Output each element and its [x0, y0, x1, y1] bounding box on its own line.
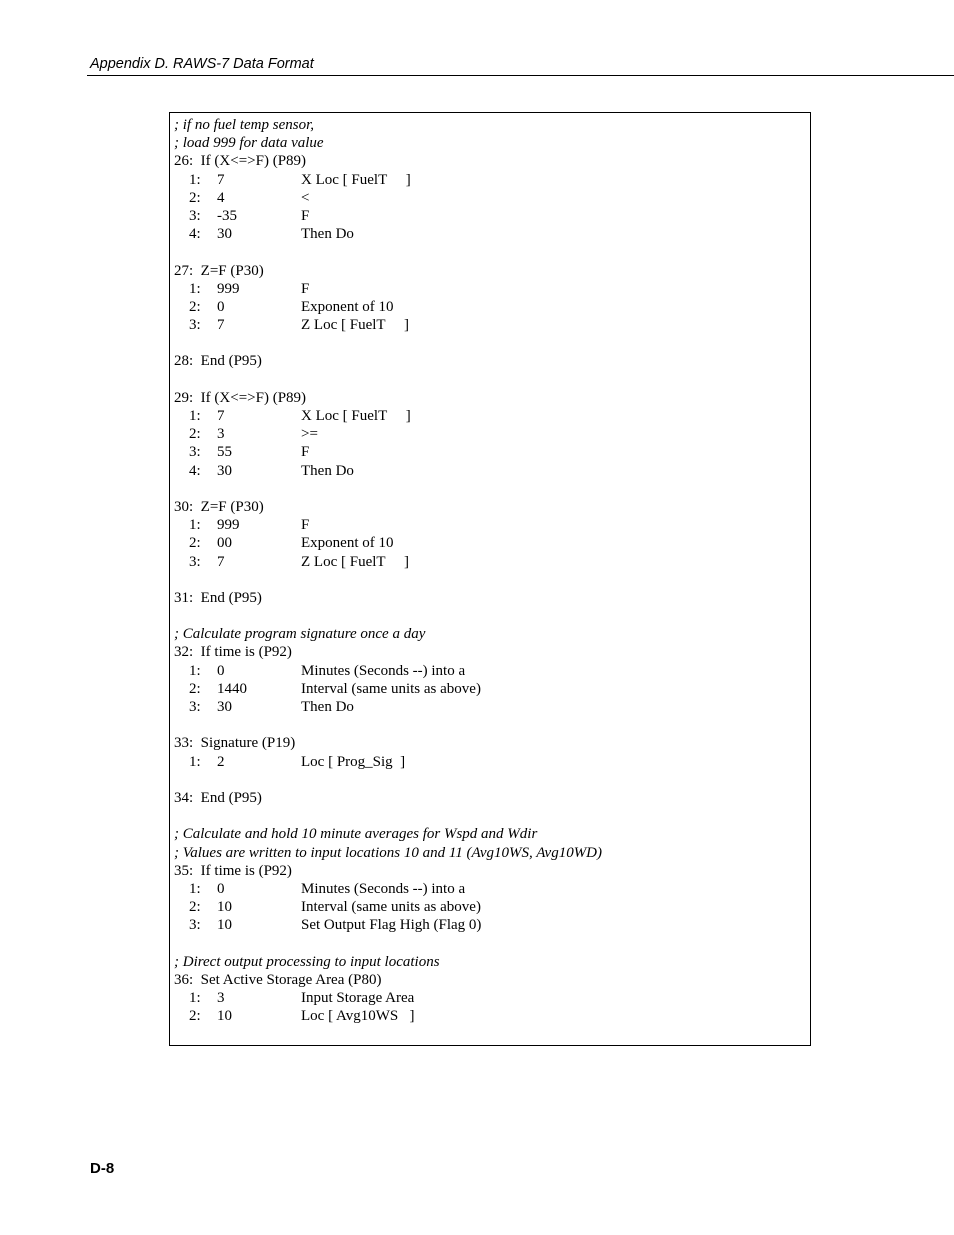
parameter-line	[174, 425, 806, 443]
blank-line	[174, 607, 806, 625]
comment-line: ; load 999 for data value	[174, 135, 324, 152]
parameter-line	[174, 989, 806, 1007]
page-number: D-8	[90, 1160, 115, 1177]
parameter-line	[174, 298, 806, 316]
param-index: 1:	[189, 280, 201, 297]
comment-line: ; Calculate program signature once a day	[174, 626, 426, 643]
param-index: 2:	[189, 426, 201, 443]
param-value: 1440	[217, 680, 247, 697]
param-description: X Loc [ FuelT ]	[301, 408, 411, 424]
parameter-line	[174, 407, 806, 425]
param-value: 0	[217, 298, 225, 315]
param-value: 7	[217, 553, 225, 570]
param-index: 3:	[189, 917, 201, 934]
param-description: Loc [ Prog_Sig ]	[301, 753, 406, 770]
param-index: 1:	[189, 517, 201, 534]
param-value: 30	[217, 226, 232, 243]
parameter-line	[174, 898, 806, 916]
param-index: 1:	[189, 880, 201, 897]
param-index: 1:	[189, 662, 201, 679]
blank-line	[174, 771, 806, 789]
parameter-line	[174, 207, 806, 225]
comment-line: ; Calculate and hold 10 minute averages for Wspd and Wdir	[174, 826, 538, 843]
param-value: 7	[217, 408, 225, 424]
param-description: Then Do	[301, 699, 354, 715]
parameter-line	[174, 880, 806, 898]
param-index: 3:	[189, 553, 201, 570]
param-description: <	[301, 189, 310, 206]
parameter-line	[174, 916, 806, 934]
blank-line	[174, 571, 806, 589]
parameter-line	[174, 1007, 806, 1025]
param-value: 7	[217, 171, 225, 188]
program-listing	[174, 116, 806, 1025]
param-description: Minutes (Seconds --) into a	[301, 880, 466, 897]
blank-line	[174, 371, 806, 389]
parameter-line	[174, 316, 806, 334]
param-description: Set Output Flag High (Flag 0)	[301, 917, 482, 934]
instruction-line: 35: If time is (P92)	[174, 862, 292, 879]
parameter-line	[174, 753, 806, 771]
param-index: 2:	[189, 680, 201, 697]
param-description: X Loc [ FuelT ]	[301, 171, 411, 188]
instruction-line: 31: End (P95)	[174, 589, 262, 606]
param-description: Z Loc [ FuelT ]	[301, 553, 410, 570]
param-value: 30	[217, 699, 232, 715]
blank-line	[174, 334, 806, 352]
param-index: 3:	[189, 317, 201, 334]
param-value: 00	[217, 535, 232, 552]
parameter-line	[174, 443, 806, 461]
param-value: 2	[217, 753, 225, 770]
param-value: 0	[217, 880, 225, 897]
param-description: >=	[301, 426, 318, 443]
param-index: 2:	[189, 1008, 201, 1025]
parameter-line	[174, 189, 806, 207]
blank-line	[174, 807, 806, 825]
param-description: Minutes (Seconds --) into a	[301, 662, 466, 679]
instruction-line: 32: If time is (P92)	[174, 644, 292, 661]
param-index: 2:	[189, 189, 201, 206]
instruction-line: 36: Set Active Storage Area (P80)	[174, 971, 382, 988]
param-index: 3:	[189, 444, 201, 461]
blank-line	[174, 934, 806, 952]
param-description: Interval (same units as above)	[301, 899, 481, 916]
param-value: 55	[217, 444, 232, 461]
parameter-line	[174, 698, 806, 716]
param-description: Then Do	[301, 462, 354, 479]
instruction-line: 28: End (P95)	[174, 353, 262, 370]
param-description: Exponent of 10	[301, 535, 394, 552]
param-description: F	[301, 517, 310, 534]
param-value: 0	[217, 662, 225, 679]
param-index: 1:	[189, 990, 201, 1006]
parameter-line	[174, 553, 806, 571]
header-rule	[87, 75, 954, 76]
param-index: 2:	[189, 298, 201, 315]
param-value: 999	[217, 280, 240, 297]
param-value: 3	[217, 990, 225, 1006]
comment-line: ; if no fuel temp sensor,	[174, 117, 314, 133]
comment-line: ; Direct output processing to input locations	[174, 953, 440, 970]
param-description: Input Storage Area	[301, 990, 415, 1006]
param-value: 30	[217, 462, 232, 479]
parameter-line	[174, 462, 806, 480]
blank-line	[174, 480, 806, 498]
param-value: 10	[217, 899, 232, 916]
blank-line	[174, 716, 806, 734]
param-description: Z Loc [ FuelT ]	[301, 317, 410, 334]
param-value: 7	[217, 317, 225, 334]
param-value: 10	[217, 1008, 232, 1025]
param-value: 3	[217, 426, 225, 443]
program-listing-box	[169, 112, 811, 1046]
param-index: 3:	[189, 207, 201, 224]
instruction-line: 27: Z=F (P30)	[174, 262, 264, 279]
param-index: 2:	[189, 535, 201, 552]
param-description: Exponent of 10	[301, 298, 394, 315]
param-description: Loc [ Avg10WS ]	[301, 1008, 415, 1025]
param-description: F	[301, 207, 310, 224]
instruction-line: 34: End (P95)	[174, 789, 262, 806]
param-index: 1:	[189, 753, 201, 770]
parameter-line	[174, 280, 806, 298]
param-value: 4	[217, 189, 225, 206]
param-value: -35	[217, 207, 237, 224]
parameter-line	[174, 680, 806, 698]
param-value: 10	[217, 917, 232, 934]
instruction-line: 30: Z=F (P30)	[174, 498, 264, 515]
parameter-line	[174, 662, 806, 680]
param-index: 1:	[189, 408, 201, 424]
param-index: 1:	[189, 171, 201, 188]
param-index: 4:	[189, 226, 201, 243]
parameter-line	[174, 516, 806, 534]
page-header: Appendix D. RAWS-7 Data Format	[90, 56, 314, 72]
param-index: 4:	[189, 462, 201, 479]
parameter-line	[174, 171, 806, 189]
instruction-line: 26: If (X<=>F) (P89)	[174, 153, 307, 170]
param-index: 2:	[189, 899, 201, 916]
comment-line: ; Values are written to input locations 10 and 11 (Avg10WS, Avg10WD)	[174, 844, 603, 861]
parameter-line	[174, 225, 806, 243]
param-description: Interval (same units as above)	[301, 680, 481, 697]
param-description: F	[301, 280, 310, 297]
blank-line	[174, 243, 806, 261]
param-value: 999	[217, 517, 240, 534]
param-description: Then Do	[301, 226, 354, 243]
instruction-line: 29: If (X<=>F) (P89)	[174, 389, 307, 406]
instruction-line: 33: Signature (P19)	[174, 735, 296, 752]
parameter-line	[174, 534, 806, 552]
param-index: 3:	[189, 699, 201, 715]
param-description: F	[301, 444, 310, 461]
